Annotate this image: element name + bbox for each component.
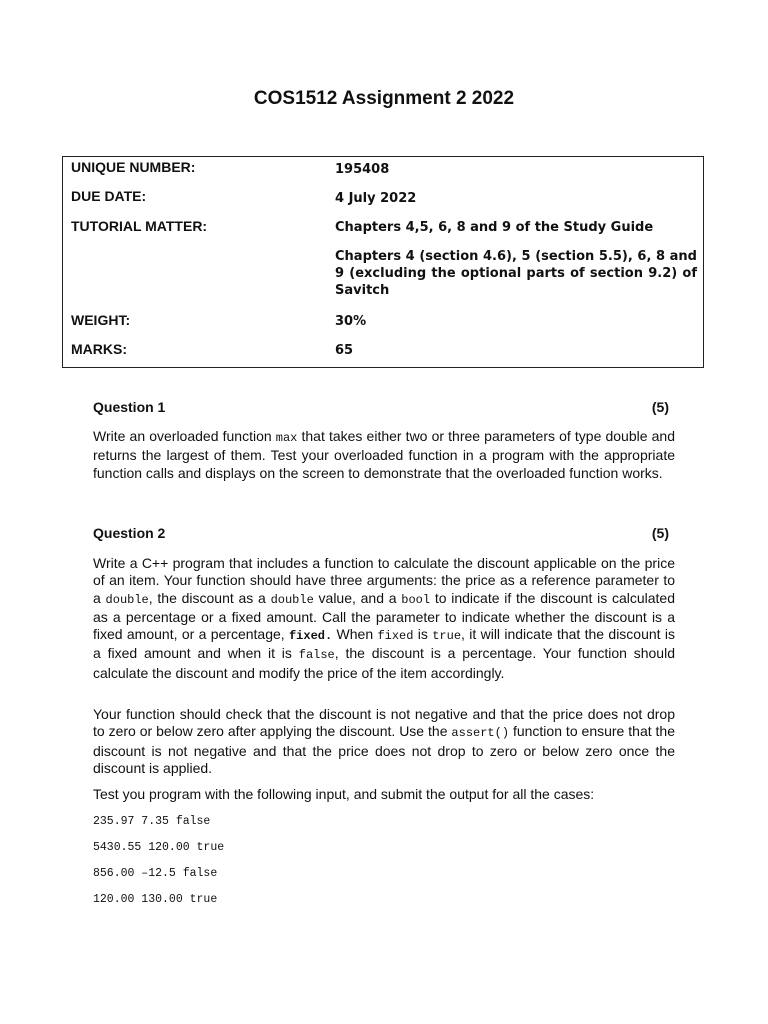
- question-1-title: Question 1: [93, 399, 166, 415]
- assignment-info-box: [62, 156, 704, 368]
- q2-p2-text-b: function to ensure that the discount is not negative and that the price does not drop to zero or below zero once the discount is applied.: [93, 723, 676, 776]
- question-1-marks: (5): [651, 399, 669, 415]
- q2-p2-text-a: Your function should check that the discount is not negative and that the price does not drop to zero or below zero after applying the discount. Use the: [93, 706, 675, 740]
- question-1-text-a: Write an overloaded function: [93, 428, 276, 444]
- question-2-paragraph-3: Test you program with the following input, and submit the output for all the cases:: [93, 786, 595, 802]
- marks-value: 65: [335, 343, 354, 358]
- q2-text-7: , it will indicate that the discount is a fixed amount and when it is: [93, 626, 675, 662]
- q2-text-8: , the discount is a percentage. Your function should calculate the discount and modify the price of the item accordingly.: [93, 645, 675, 681]
- code-fixed-1: fixed.: [288, 629, 333, 644]
- code-double-1: double: [105, 592, 149, 607]
- question-2-title: Question 2: [93, 525, 166, 541]
- question-2-marks: (5): [651, 525, 669, 541]
- code-max: max: [275, 431, 298, 445]
- code-false: false: [298, 648, 335, 663]
- tutorial-matter-savitch: Chapters 4 (section 4.6), 5 (section 5.5), 6, 8 and 9 (excluding the optional parts of section 9.2) of Savitch: [335, 249, 697, 298]
- test-input-2: 5430.55 120.00 true: [93, 841, 225, 854]
- code-assert: assert(): [451, 726, 510, 741]
- weight-value: 30%: [335, 314, 367, 329]
- q2-text-3: value, and a: [313, 589, 402, 606]
- marks-label: MARKS:: [71, 341, 127, 357]
- tutorial-matter-study-guide: Chapters 4,5, 6, 8 and 9 of the Study Guide: [335, 220, 654, 235]
- q2-text-1: Write a C++ program that includes a function to calculate the discount applicable on the price of an item. Your function should have three arguments: the price as a reference parameter to a: [93, 555, 675, 606]
- question-2-paragraph-1: [93, 555, 675, 682]
- tutorial-matter-label: TUTORIAL MATTER:: [71, 218, 208, 234]
- q2-text-6: is: [413, 626, 433, 643]
- q2-text-5: When: [332, 626, 378, 643]
- question-1-text: [93, 428, 675, 482]
- due-date-value: 4 July 2022: [335, 191, 417, 206]
- unique-number-value: 195408: [335, 162, 390, 177]
- question-1-heading: [93, 399, 669, 415]
- q2-text-2: , the discount as a: [148, 589, 271, 606]
- question-1-text-b: that takes either two or three parameters of type double and returns the largest of them. Test your overloaded function in a program with the appropriate function calls and displays on the screen to demonstrate that the overloaded function works.: [93, 428, 675, 481]
- question-2-heading: [93, 525, 669, 541]
- due-date-label: DUE DATE:: [71, 188, 147, 204]
- question-2-paragraph-2: [93, 706, 675, 777]
- test-input-1: 235.97 7.35 false: [93, 815, 211, 828]
- code-fixed-2: fixed: [377, 629, 414, 644]
- weight-label: WEIGHT:: [71, 312, 131, 328]
- test-input-4: 120.00 130.00 true: [93, 893, 218, 906]
- page-title: COS1512 Assignment 2 2022: [253, 88, 515, 109]
- code-double-2: double: [270, 592, 314, 607]
- unique-number-label: UNIQUE NUMBER:: [71, 159, 196, 175]
- q2-text-4: to indicate if the discount is calculated as a percentage or a fixed amount. Call the parameter to indicate whether the discount is a fixed amount, or a percentage,: [93, 589, 675, 643]
- test-input-3: 856.00 –12.5 false: [93, 867, 218, 880]
- code-bool: bool: [401, 592, 431, 607]
- code-true: true: [432, 629, 462, 644]
